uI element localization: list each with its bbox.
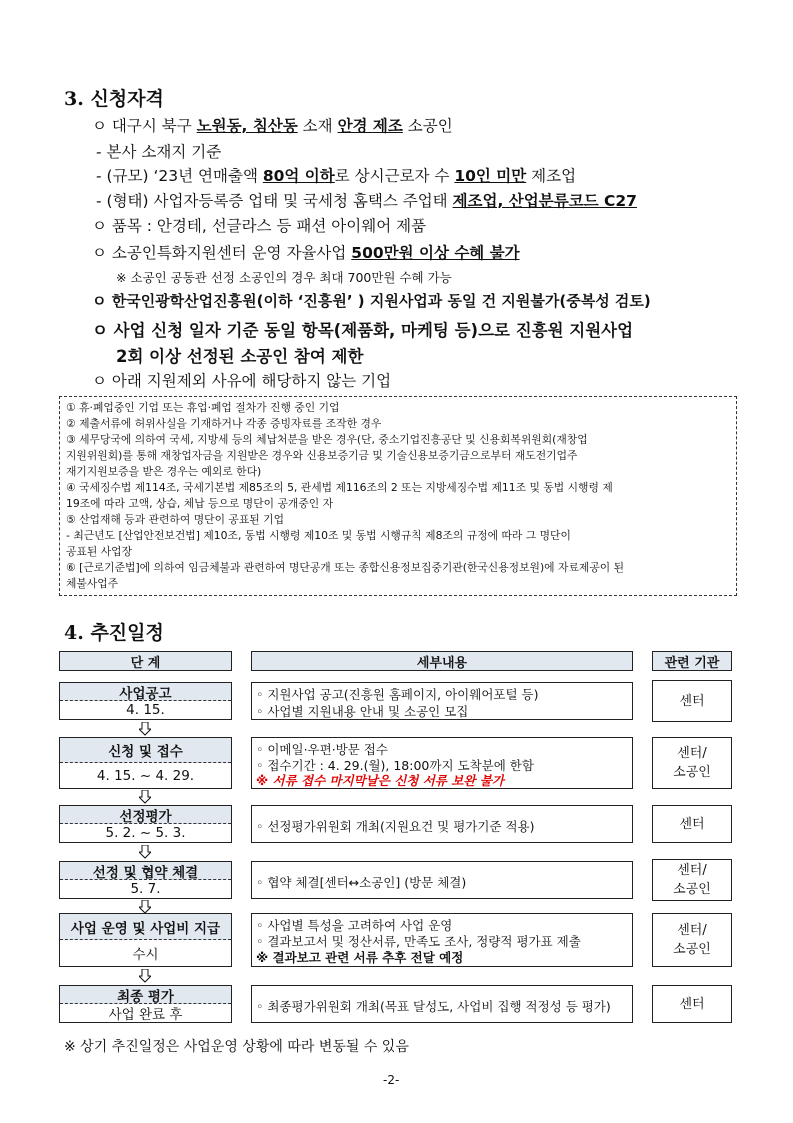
section-4-title: 4. 추진일정: [64, 622, 164, 644]
stage-detail: ◦ 선정평가위원회 개최(지원요건 및 평가기준 적용): [251, 805, 633, 843]
stage-note: ※ 결과보고 관련 서류 추후 전달 예정: [256, 950, 464, 965]
eligibility-exclusion-intro: ㅇ 아래 지원제외 사유에 해당하지 않는 기업: [92, 372, 392, 390]
stage-org: 센터: [652, 985, 732, 1023]
down-arrow-icon: [139, 969, 151, 983]
eligibility-restriction-2: 2회 이상 선정된 소공인 참여 제한: [116, 347, 364, 366]
stage-date: 사업 완료 후: [108, 1007, 183, 1023]
stage-date: 5. 2. ~ 5. 3.: [105, 825, 186, 841]
eligibility-type: - (형태) 사업자등록증 업태 및 국세청 홈택스 주업태 제조업, 산업분류코드 C27: [96, 192, 637, 210]
eligibility-duplicate: ㅇ 한국인광학산업진흥원(이하 ‘진흥원’ ) 지원사업과 동일 건 지원불가(중복성 검토): [92, 292, 651, 310]
stage-detail: ◦ 지원사업 공고(진흥원 홈페이지, 아이웨어포털 등) ◦ 사업별 지원내용 안내 및 소공인 모집: [251, 682, 633, 720]
exclusion-line: 체불사업주: [66, 577, 119, 590]
stage-date: 4. 15. ~ 4. 29.: [96, 767, 195, 784]
stage-name: 사업 운영 및 사업비 지급: [60, 914, 231, 940]
stage-date: 수시: [132, 947, 159, 963]
header-detail: 세부내용: [251, 651, 633, 671]
exclusion-line: ⑤ 산업재해 등과 관련하여 명단이 공표된 기업: [66, 513, 285, 526]
header-org: 관련 기관: [652, 651, 732, 671]
stage-date: 4. 15.: [126, 702, 165, 718]
eligibility-limit: ㅇ 소공인특화지원센터 운영 자율사업 500만원 이상 수혜 불가: [92, 244, 520, 262]
exclusion-line: 지원위원회)를 통해 재창업자금을 지원받은 경우와 신용보증기금 및 기술신용보증기금으로부터 재도전기업주: [66, 449, 578, 462]
stage-detail: ◦ 사업별 특성을 고려하여 사업 운영 ◦ 결과보고서 및 정산서류, 만족도 조사, 정량적 평가표 제출 ※ 결과보고 관련 서류 추후 전달 예정: [251, 913, 633, 967]
eligibility-location: ㅇ 대구시 북구 노원동, 침산동 소재 안경 제조 소공인: [92, 117, 453, 135]
exclusion-line: ⑥ [근로기준법]에 의하여 임금체불과 관련하여 명단공개 또는 종합신용정보집중기관(한국신용정보원)에 자료제공이 된: [66, 561, 625, 574]
eligibility-items: ㅇ 품목 : 안경테, 선글라스 등 패션 아이웨어 제품: [92, 217, 427, 235]
stage-box: [59, 985, 232, 1023]
stage-org: 센터: [652, 680, 732, 722]
down-arrow-icon: [139, 722, 151, 736]
schedule-footnote: ※ 상기 추진일정은 사업운영 상황에 따라 변동될 수 있음: [64, 1039, 409, 1055]
stage-detail: ◦ 최종평가위원회 개최(목표 달성도, 사업비 집행 적정성 등 평가): [251, 985, 633, 1023]
stage-detail: ◦ 이메일·우편·방문 접수 ◦ 접수기간 : 4. 29.(월), 18:00까지 도착분에 한함 ※ 서류 접수 마지막날은 신청 서류 보완 불가: [251, 737, 633, 789]
exclusion-box: [59, 396, 737, 596]
stage-date: 5. 7.: [130, 881, 161, 897]
stage-box: [59, 737, 232, 789]
stage-box: [59, 861, 232, 899]
header-stage: 단 계: [59, 651, 232, 671]
eligibility-restriction-1: ㅇ 사업 신청 일자 기준 동일 항목(제품화, 마케팅 등)으로 진흥원 지원사업: [92, 321, 634, 340]
eligibility-hq: - 본사 소재지 기준: [96, 143, 222, 161]
stage-box: [59, 682, 232, 720]
down-arrow-icon: [139, 790, 151, 804]
stage-org: 센터/ 소공인: [652, 859, 732, 901]
section-3-title: 3. 신청자격: [64, 88, 164, 110]
stage-name: 사업공고: [60, 683, 231, 701]
eligibility-size: - (규모) ‘23년 연매출액 80억 이하로 상시근로자 수 10인 미만 제조업: [96, 167, 577, 185]
exclusion-line: 재기지원보증을 받은 경우는 예외로 한다): [66, 465, 262, 478]
exclusion-line: 공표된 사업장: [66, 545, 133, 558]
stage-org: 센터/ 소공인: [652, 737, 732, 789]
stage-name: 선정 및 협약 체결: [60, 862, 231, 880]
exclusion-line: ① 휴·폐업중인 기업 또는 휴업·폐업 절차가 진행 중인 기업: [66, 401, 340, 414]
exclusion-line: ④ 국세징수법 제114조, 국세기본법 제85조의 5, 관세법 제116조의 2 또는 지방세징수법 제11조 및 동법 시행령 제: [66, 481, 613, 494]
stage-name: 선정평가: [60, 806, 231, 824]
page-number: -2-: [383, 1073, 400, 1087]
stage-name: 최종 평가: [60, 986, 231, 1004]
stage-detail: ◦ 협약 체결[센터↔소공인] (방문 체결): [251, 861, 633, 899]
eligibility-note: ※ 소공인 공동관 선정 소공인의 경우 최대 700만원 수혜 가능: [116, 270, 452, 285]
stage-org: 센터: [652, 805, 732, 843]
stage-box: [59, 805, 232, 843]
stage-box: [59, 913, 232, 967]
exclusion-line: ② 제출서류에 허위사실을 기재하거나 각종 증빙자료를 조작한 경우: [66, 417, 382, 430]
exclusion-line: - 최근년도 [산업안전보건법] 제10조, 동법 시행령 제10조 및 동법 시행규칙 제8조의 규정에 따라 그 명단이: [66, 529, 571, 542]
down-arrow-icon: [139, 845, 151, 859]
stage-note: ※ 서류 접수 마지막날은 신청 서류 보완 불가: [256, 773, 504, 788]
down-arrow-icon: [139, 900, 151, 914]
stage-org: 센터/ 소공인: [652, 913, 732, 967]
stage-name: 신청 및 접수: [60, 738, 231, 763]
exclusion-line: ③ 세무당국에 의하여 국세, 지방세 등의 체납처분을 받은 경우(단, 중소기업진흥공단 및 신용회복위원회(재창업: [66, 433, 588, 446]
exclusion-line: 19조에 따라 고액, 상습, 체납 등으로 명단이 공개중인 자: [66, 497, 334, 510]
